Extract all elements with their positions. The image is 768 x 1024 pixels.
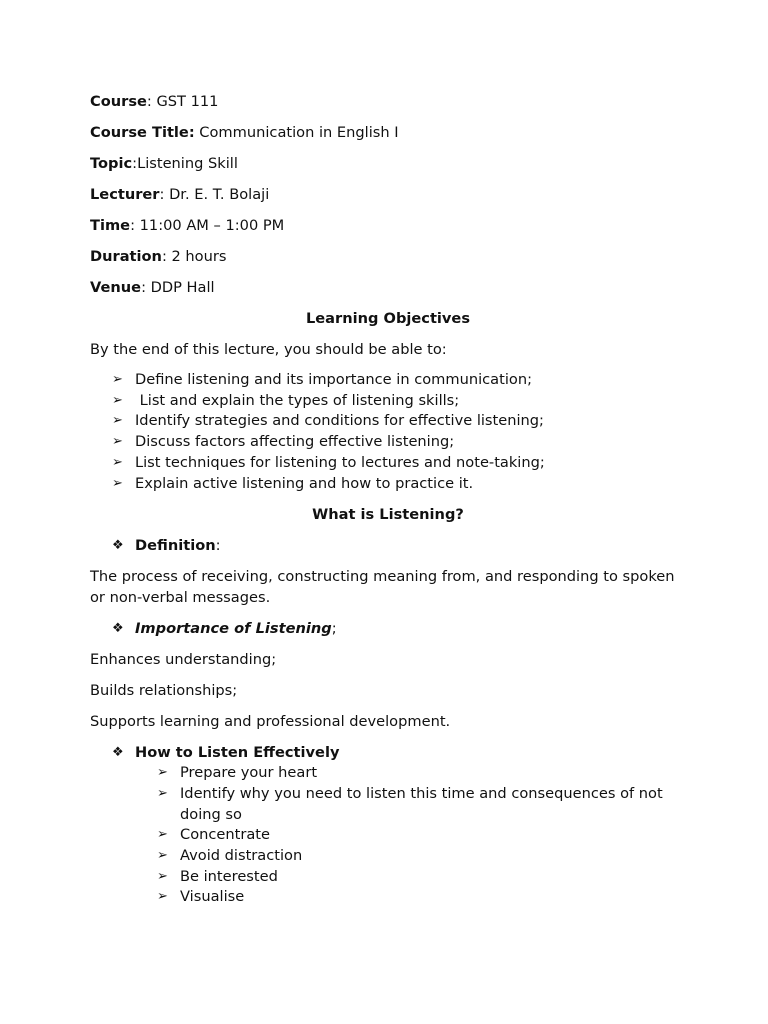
duration-line [90,246,680,267]
importance-item: ❖ Importance of Listening; [112,620,337,638]
time-label: Time [90,217,131,234]
course-value: : GST 111 [146,93,219,110]
how-to-listen-item [90,742,680,763]
topic-line [90,153,680,174]
arrow-bullet-icon: ➢ [112,434,123,450]
topic-value: :Listening Skill [132,155,238,172]
arrow-bullet-icon: ➢ [112,413,123,429]
arrow-bullet-icon: ➢ [157,785,168,801]
course-label: Course [90,93,147,110]
course-line [90,91,680,112]
how-to-listen-list [90,763,680,908]
definition-item: ❖ Definition: [112,537,221,555]
venue-line [90,277,680,298]
arrow-bullet-icon: ➢ [157,827,168,843]
time-value: : 11:00 AM – 1:00 PM [130,217,285,234]
list-item: ➢ Prepare your heart [90,763,680,784]
list-item: ➢ Identify why you need to listen this time and consequences of not doing so [157,784,668,823]
objectives-list [90,370,680,494]
arrow-bullet-icon: ➢ [157,848,168,864]
arrow-bullet-icon: ➢ [112,392,123,408]
importance-label: Importance of Listening [135,620,332,638]
course-title-value: Communication in English I [194,124,399,141]
topic-label: Topic [90,155,133,172]
objectives-intro: By the end of this lecture, you should be able to: [90,341,447,358]
duration-value: : 2 hours [161,248,227,265]
learning-objectives-heading: Learning Objectives [305,310,471,327]
lecturer-label: Lecturer [90,186,160,203]
list-item: ➢ Visualise [90,887,680,908]
duration-label: Duration [90,248,162,265]
how-to-listen-label: How to Listen Effectively [135,744,340,762]
diamond-bullet-icon: ❖ [112,745,124,761]
list-item: ➢ Identify strategies and conditions for effective listening; [90,411,680,432]
lecturer-line [90,184,680,205]
what-is-listening-heading: What is Listening? [312,506,464,524]
document-page [90,91,680,918]
arrow-bullet-icon: ➢ [112,475,123,491]
arrow-bullet-icon: ➢ [157,889,168,905]
importance-point: Enhances understanding; [90,651,277,669]
list-item: ➢ Explain active listening and how to practice it. [90,474,680,495]
diamond-bullet-icon: ❖ [112,538,124,554]
arrow-bullet-icon: ➢ [157,868,168,884]
list-item: ➢ Avoid distraction [90,846,680,867]
list-item: ➢ List techniques for listening to lectures and note-taking; [90,453,680,474]
arrow-bullet-icon: ➢ [157,765,168,781]
venue-label: Venue [90,279,142,296]
time-line [90,215,680,236]
list-item: ➢ Discuss factors affecting effective listening; [90,432,680,453]
list-item: ➢ Be interested [90,867,680,888]
list-item: ➢ Concentrate [90,825,680,846]
venue-value: : DDP Hall [141,279,215,296]
arrow-bullet-icon: ➢ [112,454,123,470]
diamond-bullet-icon: ❖ [112,621,124,637]
list-item: ➢ Define listening and its importance in communication; [90,370,680,391]
arrow-bullet-icon: ➢ [112,372,123,387]
list-item: ➢ List and explain the types of listening skills; [90,391,680,412]
course-title-label: Course Title: [90,124,195,141]
lecturer-value: : Dr. E. T. Bolaji [159,186,270,203]
importance-point: Builds relationships; [90,682,238,700]
importance-point: Supports learning and professional development. [90,713,451,731]
course-title-line [90,122,680,143]
definition-text: The process of receiving, constructing meaning from, and responding to spoken or non-verbal messages. [90,568,680,607]
definition-label: Definition [135,537,216,555]
